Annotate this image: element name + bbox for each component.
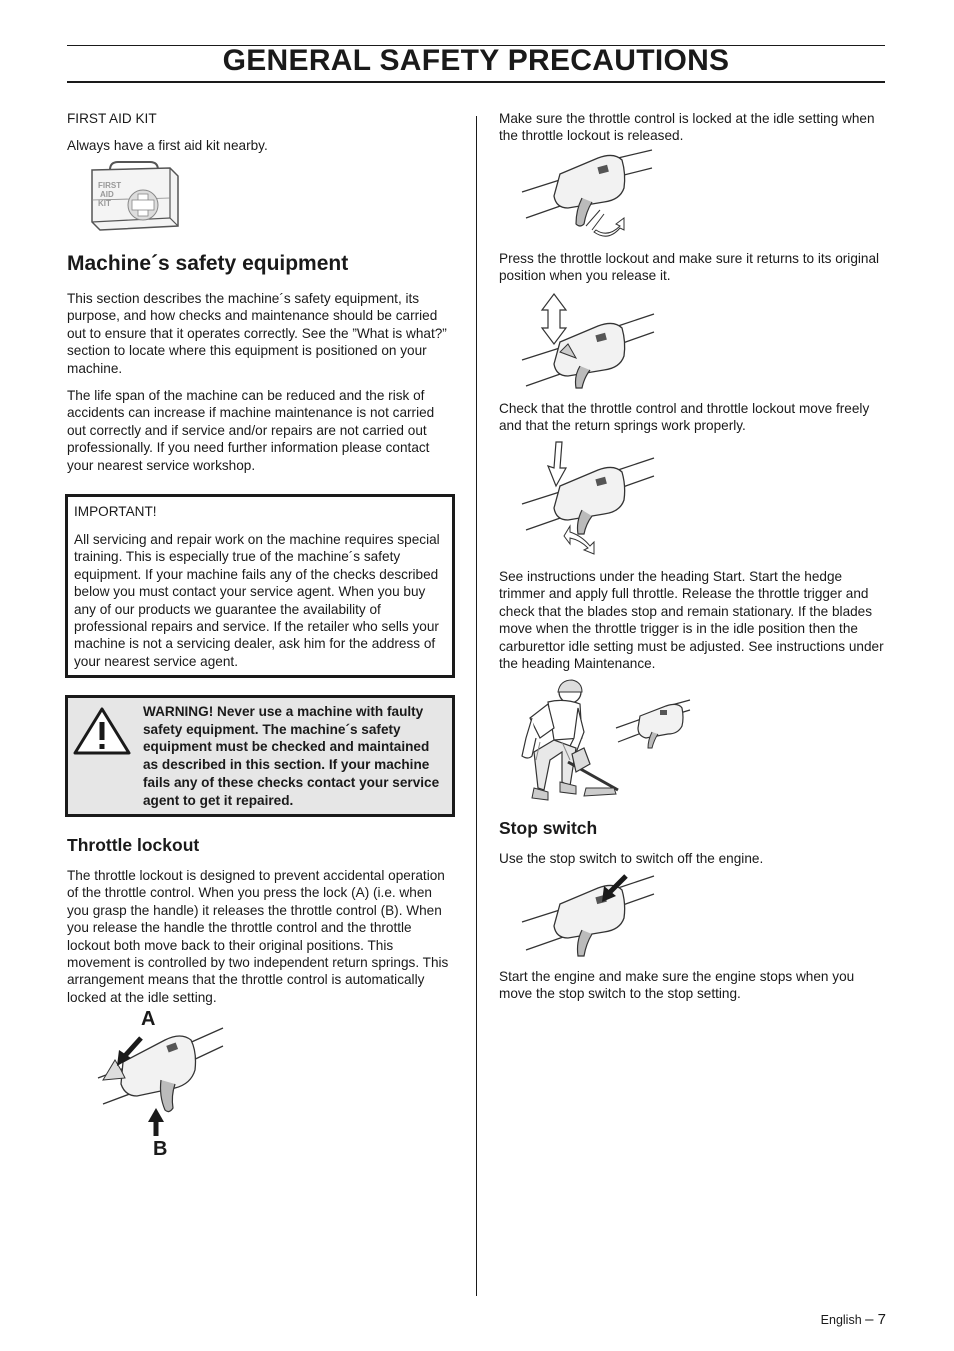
section-heading-safety-equipment: Machine´s safety equipment [67, 252, 349, 275]
throttle-handle-illustration-3 [520, 438, 660, 558]
label-a: A [141, 1008, 156, 1030]
safety-paragraph-1: This section describes the machine´s safety equipment, its purpose, and how checks and maintenance should be carried out to ensure that it operates correctly. See the ”What is what?” section to locate where this equipment is positioned on your machine. [67, 291, 447, 376]
warning-text: WARNING! Never use a machine with faulty safety equipment. The machine´s safety equipment must be checked and maintained as described in this section. If your machine fails any of these checks contact your service agent to get it repaired. [143, 704, 440, 808]
first-aid-kit-illustration [88, 160, 183, 232]
first-aid-heading: FIRST AID KIT [67, 111, 157, 126]
throttle-check-paragraph-2: Press the throttle lockout and make sure it returns to its original position when you release it. [499, 251, 880, 284]
important-text: All servicing and repair work on the machine requires special training. This is especially true of the machine´s safety equipment. If your machine fails any of the checks described below you must contact your service agent. When you buy any of our products we guarantee the availability of professional repairs and service. If the retailer who sells your machine is not a servicing dealer, ask him for the address of your nearest service agent. [74, 532, 440, 669]
warning-box [65, 695, 455, 817]
page-title: GENERAL SAFETY PRECAUTIONS [222, 44, 730, 77]
section-heading-stop-switch: Stop switch [499, 818, 598, 838]
stop-switch-paragraph-2: Start the engine and make sure the engine stops when you move the stop switch to the stop setting. [499, 969, 855, 1002]
throttle-check-paragraph-4: See instructions under the heading Start. Start the hedge trimmer and apply full throttle. Release the throttle trigger and check that the blades stop and remain stationary. If the blades move when the throttle trigger is in the idle position then the carburettor idle setting must be adjusted. See instructions under the heading Maintenance. [499, 569, 884, 672]
throttle-handle-illustration-2 [520, 290, 660, 390]
warning-triangle-icon [73, 707, 131, 755]
throttle-check-paragraph-1: Make sure the throttle control is locked at the idle setting when the throttle lockout is released. [499, 111, 875, 144]
stop-switch-paragraph-1: Use the stop switch to switch off the engine. [499, 851, 764, 866]
page-footer [821, 1311, 886, 1328]
first-aid-text: Always have a first aid kit nearby. [67, 138, 268, 153]
label-b: B [153, 1138, 168, 1160]
important-box [65, 494, 455, 678]
throttle-check-paragraph-3: Check that the throttle control and throttle lockout move freely and that the return springs work properly. [499, 401, 870, 434]
section-heading-throttle-lockout: Throttle lockout [67, 835, 200, 855]
throttle-paragraph: The throttle lockout is designed to prevent accidental operation of the throttle control. When you press the lock (A) (i.e. when you grasp the handle) it releases the throttle control (B). When you release the handle the throttle control and the throttle lockout both move back to their original positions. This movement is controlled by two independent return springs. This arrangement means that the throttle control is automatically locked at the idle setting. [67, 868, 449, 1005]
important-label: IMPORTANT! [74, 504, 157, 519]
stop-switch-illustration [520, 872, 660, 964]
kit-label-aid: AID [100, 190, 114, 199]
footer-language: English [820, 1313, 862, 1327]
column-divider [476, 116, 477, 1296]
kit-label-first: FIRST [98, 181, 122, 190]
throttle-handle-illustration-1 [520, 148, 660, 240]
operator-with-hedge-trimmer-illustration [518, 678, 698, 804]
safety-paragraph-2: The life span of the machine can be reduced and the risk of accidents can increase if machine maintenance is not carried out correctly and if service and/or repairs are not carried out professionally. If you need further information please contact your nearest service workshop. [67, 388, 435, 473]
kit-label-kit: KIT [98, 199, 111, 208]
page-number: – 7 [865, 1311, 886, 1328]
